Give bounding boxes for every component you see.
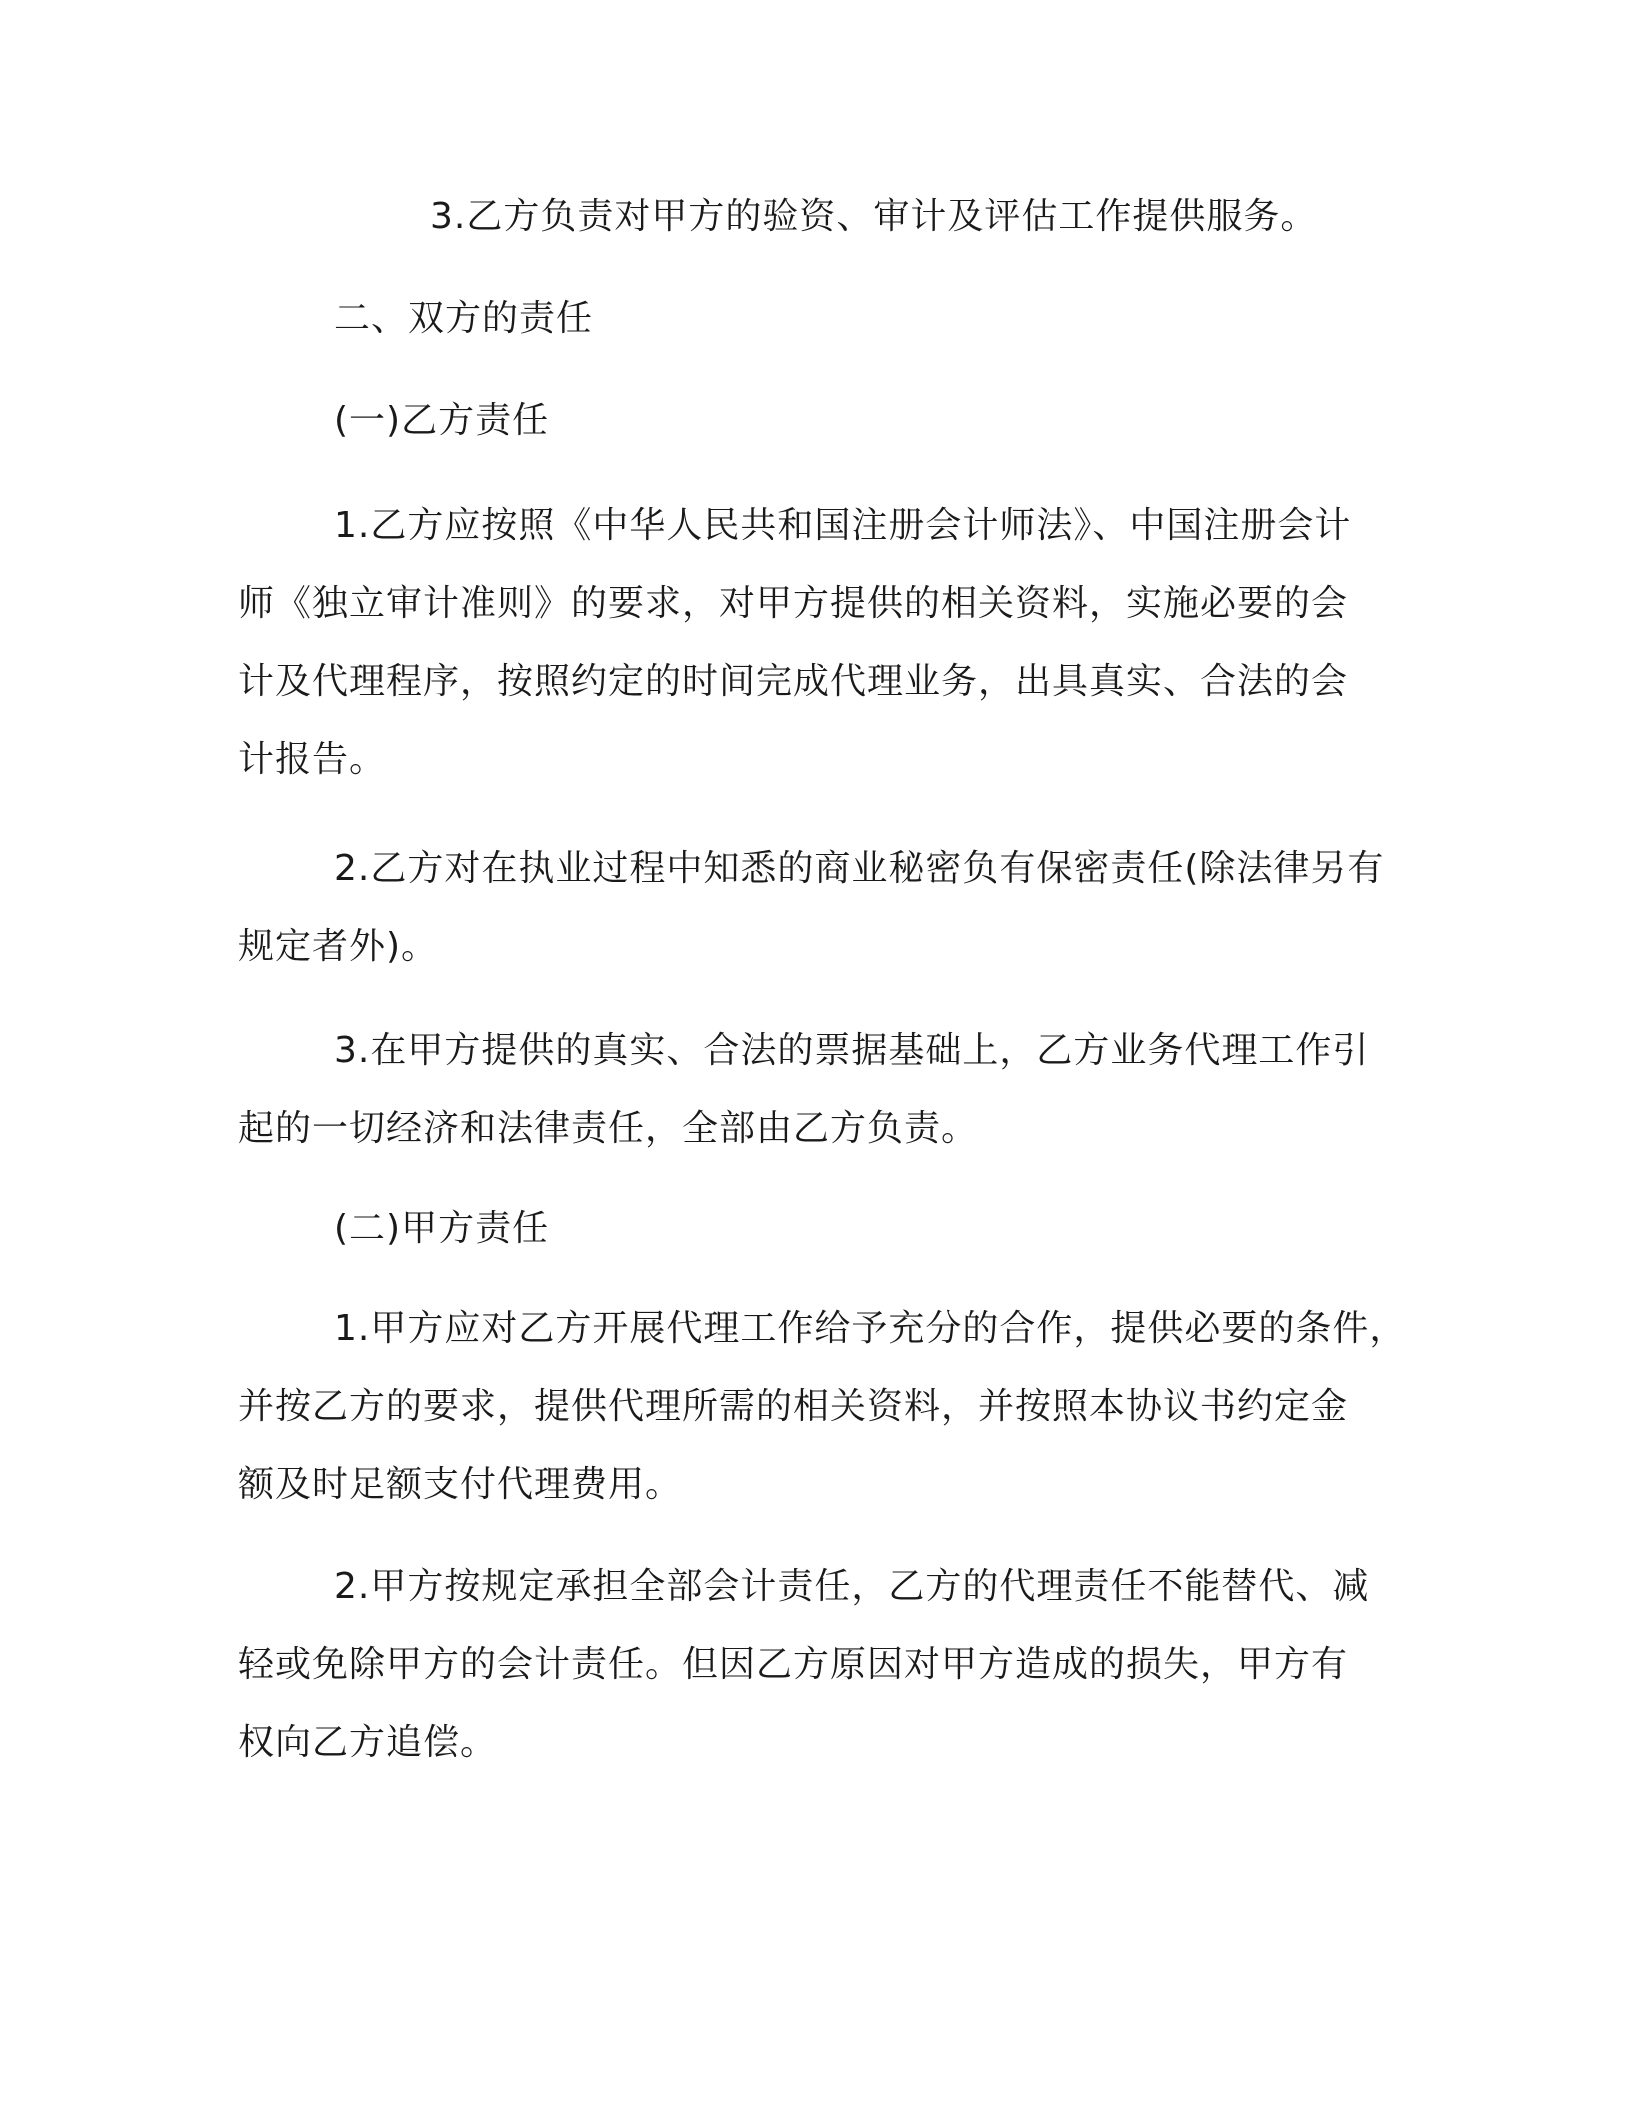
text-line: 计及代理程序，按照约定的时间完成代理业务，出具真实、合法的会	[238, 661, 1349, 702]
text-line: (一)乙方责任	[334, 400, 550, 441]
paragraph-party-a-item-2	[238, 1548, 1438, 1782]
text-line: 3.乙方负责对甲方的验资、审计及评估工作提供服务。	[430, 196, 1318, 237]
paragraph-party-b-item-2	[238, 830, 1438, 986]
subheading-party-b	[238, 382, 1438, 460]
text-line: (二)甲方责任	[334, 1208, 550, 1249]
paragraph-party-a-item-1	[238, 1290, 1438, 1524]
text-line: 额及时足额支付代理费用。	[238, 1464, 683, 1505]
section-heading-responsibilities	[238, 280, 1438, 358]
text-line: 起的一切经济和法律责任，全部由乙方负责。	[238, 1108, 979, 1149]
paragraph-service-item-3	[238, 178, 1438, 256]
text-line: 1.乙方应按照《中华人民共和国注册会计师法》、中国注册会计	[334, 505, 1352, 546]
text-line: 二、双方的责任	[334, 298, 594, 339]
paragraph-party-b-item-3	[238, 1012, 1438, 1168]
text-line: 2.甲方按规定承担全部会计责任，乙方的代理责任不能替代、减	[334, 1566, 1370, 1607]
text-line: 2.乙方对在执业过程中知悉的商业秘密负有保密责任(除法律另有	[334, 848, 1385, 889]
subheading-party-a	[238, 1190, 1438, 1268]
text-line: 并按乙方的要求，提供代理所需的相关资料，并按照本协议书约定金	[238, 1386, 1349, 1427]
text-line: 计报告。	[238, 739, 387, 780]
text-line: 1.甲方应对乙方开展代理工作给予充分的合作，提供必要的条件，	[334, 1308, 1407, 1349]
paragraph-party-b-item-1	[238, 487, 1438, 799]
text-line: 轻或免除甲方的会计责任。但因乙方原因对甲方造成的损失，甲方有	[238, 1644, 1349, 1685]
text-line: 3.在甲方提供的真实、合法的票据基础上，乙方业务代理工作引	[334, 1030, 1370, 1071]
text-line: 权向乙方追偿。	[238, 1722, 498, 1763]
text-line: 规定者外)。	[238, 926, 439, 967]
text-line: 师《独立审计准则》的要求，对甲方提供的相关资料，实施必要的会	[238, 583, 1349, 624]
